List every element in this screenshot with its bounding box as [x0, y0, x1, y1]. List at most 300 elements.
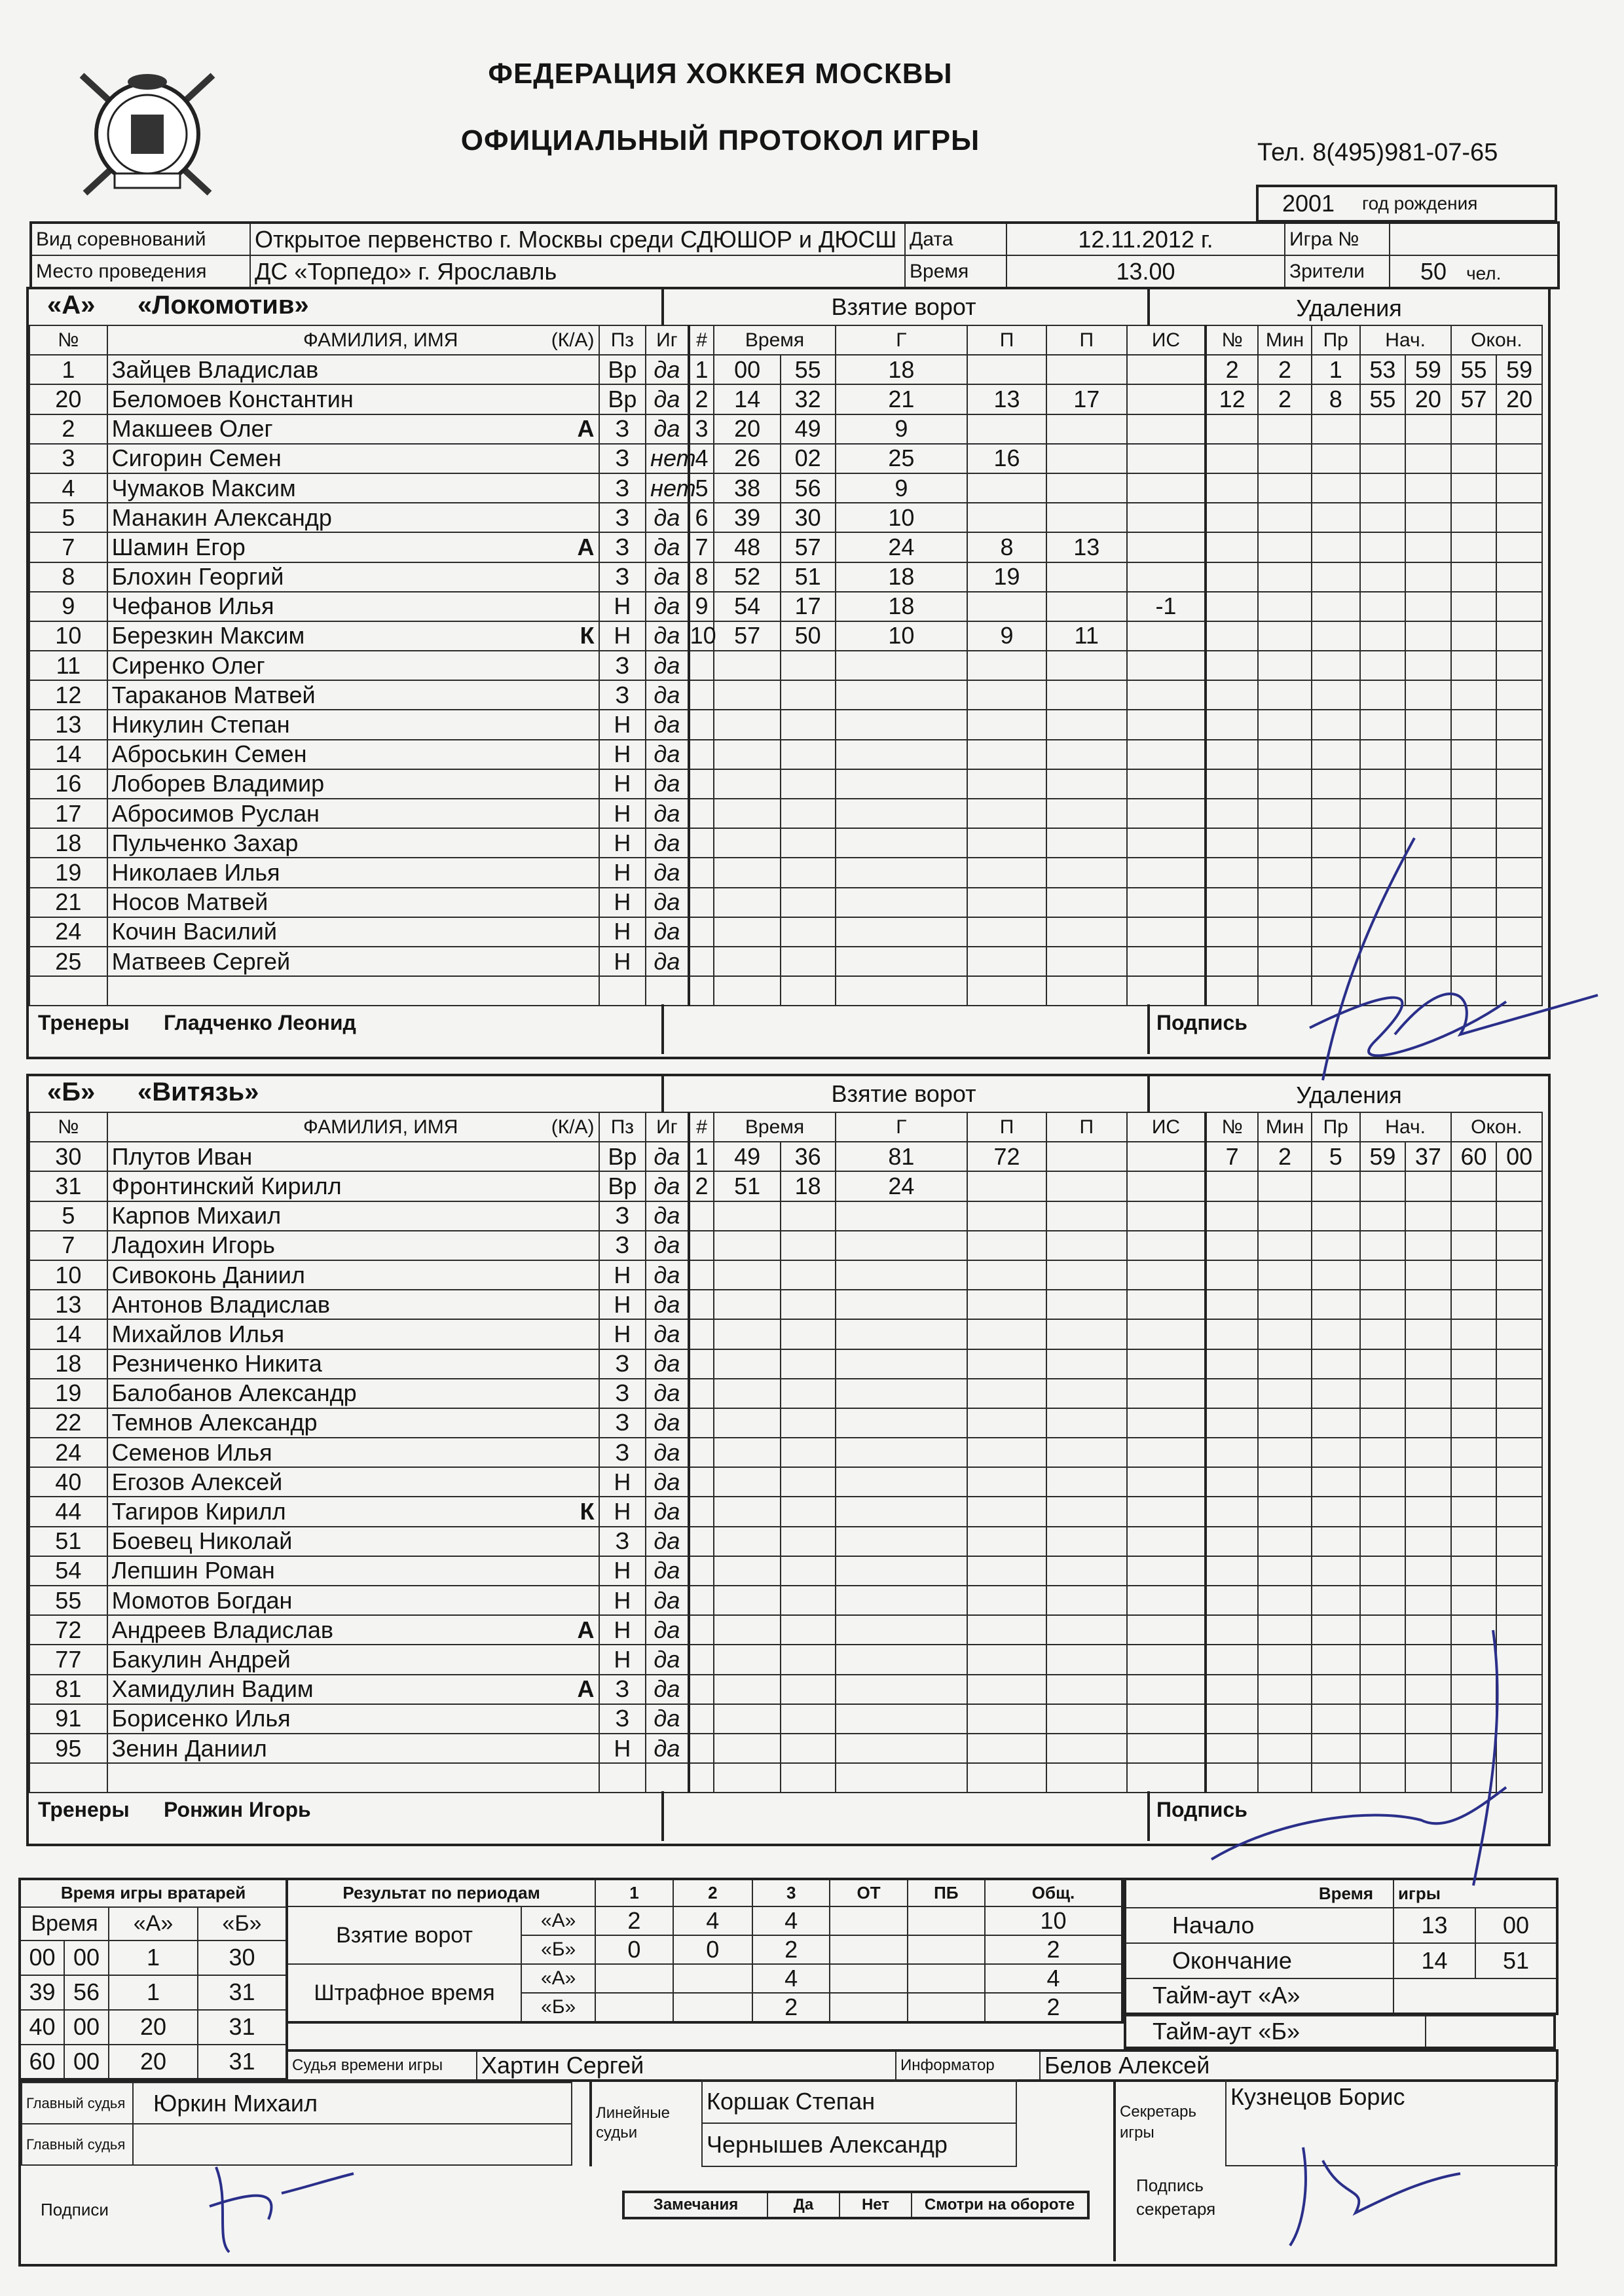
goal-assist-1: [967, 355, 1046, 384]
period-value: [908, 1935, 985, 1964]
goal-scorer: [836, 888, 968, 917]
player-role: А: [577, 533, 595, 560]
goal-second: [781, 1556, 836, 1586]
penalty-end-sec: [1496, 1171, 1542, 1201]
player-row: [29, 444, 1542, 473]
player-position: Н: [599, 1734, 646, 1763]
goal-scorer: [836, 1290, 968, 1319]
player-plays: да: [646, 680, 688, 710]
player-position: Н: [599, 1497, 646, 1526]
period-value: [830, 1935, 907, 1964]
player-row: [29, 414, 1542, 444]
penalty-minutes: [1258, 1527, 1312, 1556]
team_a-h-plays: Иг: [646, 325, 688, 355]
goal-second: [781, 1586, 836, 1615]
team-a-signature: [1244, 831, 1611, 1106]
team_a-coaches-label: Тренеры: [38, 1010, 130, 1034]
player-position: Вр: [599, 384, 646, 414]
goal-minute: 14: [714, 384, 780, 414]
penalty-player: 12: [1206, 384, 1258, 414]
goal-situation: [1127, 740, 1206, 769]
goal-situation: [1127, 976, 1206, 1006]
penalty-end-min: [1451, 1201, 1497, 1231]
penalty-reason: [1312, 562, 1360, 592]
linesman-2: Чернышев Александр: [702, 2123, 1016, 2166]
penalty-end-min: [1451, 1171, 1497, 1201]
team_b-sep-2: [1147, 1074, 1150, 1113]
penalty-minutes: [1258, 503, 1312, 532]
main-ref-label-2: Главный судья: [22, 2124, 133, 2165]
penalty-end-min: [1451, 710, 1497, 739]
goal-scorer: [836, 651, 968, 680]
team_b-h-goal-p1: П: [967, 1112, 1046, 1142]
goal-minute: [714, 1408, 780, 1438]
goal-second: [781, 651, 836, 680]
penalty-start-sec: [1405, 1260, 1451, 1290]
player-number: 7: [29, 532, 107, 562]
penalty-end-sec: [1496, 621, 1542, 651]
player-plays: да: [646, 1408, 688, 1438]
penalty-start-sec: [1405, 1171, 1451, 1201]
player-name: Андреев Владислав: [111, 1616, 334, 1643]
goal-second: 36: [781, 1142, 836, 1171]
player-name: Боевец Николай: [111, 1527, 293, 1555]
player-plays: да: [646, 1586, 688, 1615]
document-title: ОФИЦИАЛЬНЫЙ ПРОТОКОЛ ИГРЫ: [460, 124, 980, 156]
penalty-reason: [1312, 1527, 1360, 1556]
player-position: Н: [599, 828, 646, 858]
goal-assist-2: [1046, 473, 1127, 503]
goal-scorer: 9: [836, 414, 968, 444]
penalty-player: [1206, 1527, 1258, 1556]
period-col-pb: ПБ: [908, 1879, 985, 1906]
team_a-h-goal-is: ИС: [1127, 325, 1206, 355]
penalty-reason: [1312, 532, 1360, 562]
penalty-end-min: [1451, 1290, 1497, 1319]
team_b-penalties-title: Удаления: [1296, 1082, 1402, 1108]
player-name-cell: [107, 414, 599, 444]
goal-assist-2: [1046, 740, 1127, 769]
player-row: [29, 769, 1542, 799]
player-number: 54: [29, 1556, 107, 1586]
goal-scorer: [836, 710, 968, 739]
penalty-minutes: [1258, 799, 1312, 828]
player-position: З: [599, 1231, 646, 1260]
penalty-end-min: [1451, 799, 1497, 828]
period-row-label: Взятие ворот: [287, 1906, 521, 1964]
goal-assist-1: [967, 1704, 1046, 1734]
team_a-h-pen-min: Мин: [1258, 325, 1312, 355]
gk-minute: 40: [20, 2010, 64, 2045]
goal-second: 18: [781, 1171, 836, 1201]
goal-second: [781, 1408, 836, 1438]
player-name-cell: [107, 503, 599, 532]
penalty-player: [1206, 740, 1258, 769]
player-plays: да: [646, 1142, 688, 1171]
gk-a-header: «А»: [109, 1907, 198, 1941]
player-number: 24: [29, 917, 107, 947]
spectators-label: Зрители: [1285, 255, 1390, 288]
goal-situation: [1127, 1319, 1206, 1349]
goal-situation: [1127, 1645, 1206, 1674]
penalty-player: [1206, 562, 1258, 592]
player-name-cell: [107, 473, 599, 503]
player-row: [29, 1467, 1542, 1497]
referee-signature: [190, 2147, 399, 2265]
goal-situation: [1127, 1438, 1206, 1467]
goal-assist-2: [1046, 1408, 1127, 1438]
player-plays: да: [646, 1467, 688, 1497]
penalty-reason: [1312, 1231, 1360, 1260]
goal-assist-1: 19: [967, 562, 1046, 592]
penalty-reason: [1312, 651, 1360, 680]
goal-second: [781, 1349, 836, 1379]
penalty-end-min: [1451, 1586, 1497, 1615]
gk-b-number: 31: [198, 2010, 287, 2045]
player-number: 44: [29, 1497, 107, 1526]
player-role: А: [577, 1675, 595, 1703]
penalty-end-sec: [1496, 1349, 1542, 1379]
goal-number: [689, 917, 714, 947]
penalty-start-min: [1360, 1497, 1406, 1526]
goal-second: [781, 1290, 836, 1319]
penalty-start-min: [1360, 680, 1406, 710]
goal-minute: 49: [714, 1142, 780, 1171]
goal-second: [781, 1615, 836, 1645]
goal-minute: [714, 1675, 780, 1704]
penalty-minutes: [1258, 1497, 1312, 1526]
goal-assist-2: [1046, 828, 1127, 858]
game-no-label: Игра №: [1285, 223, 1390, 255]
remarks-no[interactable]: Нет: [840, 2192, 912, 2218]
goal-number: [689, 828, 714, 858]
penalty-start-min: [1360, 769, 1406, 799]
penalty-start-sec: [1405, 1497, 1451, 1526]
player-number: 17: [29, 799, 107, 828]
player-number: 1: [29, 355, 107, 384]
penalty-start-min: [1360, 1319, 1406, 1349]
penalty-minutes: [1258, 1379, 1312, 1408]
goal-situation: [1127, 828, 1206, 858]
goal-number: 1: [689, 355, 714, 384]
penalty-start-sec: [1405, 1408, 1451, 1438]
goal-number: [689, 1467, 714, 1497]
player-name-cell: [107, 1734, 599, 1763]
penalty-start-sec: [1405, 562, 1451, 592]
goal-assist-2: [1046, 444, 1127, 473]
goal-situation: [1127, 1290, 1206, 1319]
federation-title: ФЕДЕРАЦИЯ ХОККЕЯ МОСКВЫ: [488, 58, 953, 90]
gk-second: 56: [64, 1975, 109, 2010]
penalty-end-sec: [1496, 592, 1542, 621]
player-name-cell: [107, 680, 599, 710]
goal-minute: [714, 1438, 780, 1467]
player-name-cell: [107, 1349, 599, 1379]
penalty-start-min: [1360, 740, 1406, 769]
player-position: Н: [599, 592, 646, 621]
goal-number: [689, 1408, 714, 1438]
goal-minute: 38: [714, 473, 780, 503]
goal-minute: [714, 799, 780, 828]
player-name-cell: [107, 1379, 599, 1408]
penalty-player: [1206, 1438, 1258, 1467]
penalty-start-min: [1360, 1379, 1406, 1408]
penalty-end-min: [1451, 1556, 1497, 1586]
penalty-minutes: [1258, 769, 1312, 799]
gk-b-header: «Б»: [198, 1907, 287, 1941]
penalty-end-sec: [1496, 1201, 1542, 1231]
goal-second: 32: [781, 384, 836, 414]
goal-assist-2: [1046, 917, 1127, 947]
goal-assist-2: 13: [1046, 532, 1127, 562]
player-name: Антонов Владислав: [111, 1290, 330, 1318]
spectators-value: 50: [1420, 257, 1447, 285]
player-number: 14: [29, 740, 107, 769]
penalty-end-min: [1451, 769, 1497, 799]
player-row: [29, 1201, 1542, 1231]
team_a-penalties-title: Удаления: [1296, 295, 1402, 321]
player-plays: да: [646, 1645, 688, 1674]
linesman-1: Коршак Степан: [702, 2080, 1016, 2123]
player-position: З: [599, 444, 646, 473]
player-name: Абросимов Руслан: [111, 799, 320, 827]
player-name-cell: [107, 1142, 599, 1171]
player-name: Тараканов Матвей: [111, 681, 316, 708]
player-number: 95: [29, 1734, 107, 1763]
penalty-player: [1206, 621, 1258, 651]
penalty-end-min: [1451, 503, 1497, 532]
goal-number: [689, 1319, 714, 1349]
goal-number: 9: [689, 592, 714, 621]
player-name: Тагиров Кирилл: [111, 1498, 286, 1525]
penalty-minutes: [1258, 1467, 1312, 1497]
player-name: Кочин Василий: [111, 918, 277, 945]
penalty-end-min: [1451, 621, 1497, 651]
penalty-end-sec: [1496, 1586, 1542, 1615]
timeout-b-value: [1426, 2016, 1555, 2048]
player-row: [29, 592, 1542, 621]
goal-assist-1: [967, 503, 1046, 532]
penalty-start-min: [1360, 444, 1406, 473]
period-value: [595, 1993, 673, 2022]
goal-assist-1: [967, 1734, 1046, 1763]
player-number: 13: [29, 710, 107, 739]
goal-number: [689, 1586, 714, 1615]
penalty-start-min: [1360, 1467, 1406, 1497]
goal-assist-2: [1046, 592, 1127, 621]
player-number: 18: [29, 1349, 107, 1379]
player-number: 14: [29, 1319, 107, 1349]
goal-assist-1: [967, 710, 1046, 739]
penalty-start-min: [1360, 1201, 1406, 1231]
team_b-h-pen-min: Мин: [1258, 1112, 1312, 1142]
player-name-cell: [107, 740, 599, 769]
goal-second: [781, 1438, 836, 1467]
goal-scorer: [836, 1527, 968, 1556]
player-row: [29, 355, 1542, 384]
player-position: З: [599, 1527, 646, 1556]
goal-assist-1: [967, 1438, 1046, 1467]
player-position: Н: [599, 769, 646, 799]
goal-scorer: [836, 799, 968, 828]
player-name: Бакулин Андрей: [111, 1645, 291, 1673]
player-plays: да: [646, 592, 688, 621]
goal-assist-1: [967, 769, 1046, 799]
goal-number: 7: [689, 532, 714, 562]
goal-scorer: [836, 1615, 968, 1645]
penalty-start-min: [1360, 621, 1406, 651]
player-position: З: [599, 562, 646, 592]
penalty-start-sec: [1405, 710, 1451, 739]
player-row: [29, 1231, 1542, 1260]
team_b-h-no: №: [29, 1112, 107, 1142]
penalty-end-min: [1451, 740, 1497, 769]
penalty-minutes: [1258, 1586, 1312, 1615]
penalty-minutes: [1258, 1408, 1312, 1438]
goal-assist-2: [1046, 888, 1127, 917]
penalty-reason: [1312, 740, 1360, 769]
penalty-end-min: [1451, 1438, 1497, 1467]
goal-assist-2: [1046, 414, 1127, 444]
remarks-label: Замечания: [623, 2192, 767, 2218]
player-plays: да: [646, 1319, 688, 1349]
player-plays: да: [646, 1171, 688, 1201]
penalty-minutes: [1258, 414, 1312, 444]
penalty-end-min: [1451, 473, 1497, 503]
linesmen-label: Линейные судьи: [596, 2104, 671, 2141]
penalty-end-sec: [1496, 1408, 1542, 1438]
goal-scorer: 18: [836, 562, 968, 592]
goal-number: [689, 710, 714, 739]
player-number: 25: [29, 947, 107, 976]
penalty-end-sec: [1496, 769, 1542, 799]
informer-name: Белов Алексей: [1040, 2050, 1557, 2081]
team_b-h-pen-no: №: [1206, 1112, 1258, 1142]
gk-a-number: 1: [109, 1941, 198, 1975]
goal-second: 02: [781, 444, 836, 473]
goal-second: [781, 1379, 836, 1408]
player-name: Резниченко Никита: [111, 1350, 322, 1377]
penalty-end-min: [1451, 651, 1497, 680]
player-number: 2: [29, 414, 107, 444]
player-plays: да: [646, 1556, 688, 1586]
penalty-start-min: [1360, 532, 1406, 562]
team-b-signature: [1198, 1624, 1565, 1899]
player-plays: да: [646, 414, 688, 444]
gk-row: [20, 1941, 287, 1975]
team_a-h-goal-time: Время: [714, 325, 835, 355]
team_b-signature-label: Подпись: [1156, 1797, 1247, 1821]
penalty-reason: [1312, 799, 1360, 828]
penalty-reason: [1312, 1467, 1360, 1497]
penalty-end-min: [1451, 414, 1497, 444]
goal-assist-1: [967, 947, 1046, 976]
team_a-h-pen-start: Нач.: [1360, 325, 1451, 355]
period-value: 4: [985, 1964, 1122, 1993]
penalty-end-sec: [1496, 473, 1542, 503]
goal-second: [781, 799, 836, 828]
secretary-divider: [1113, 2166, 1116, 2261]
player-position: [599, 1763, 646, 1793]
end-hour: 14: [1393, 1943, 1475, 1978]
period-row: [287, 1964, 1122, 1993]
goal-number: 10: [689, 621, 714, 651]
penalty-end-sec: [1496, 1497, 1542, 1526]
goal-minute: [714, 1763, 780, 1793]
player-position: Н: [599, 1319, 646, 1349]
goal-assist-1: [967, 1497, 1046, 1526]
gk-b-number: 31: [198, 2045, 287, 2079]
player-plays: да: [646, 651, 688, 680]
player-name-cell: [107, 828, 599, 858]
team_a-h-goal-p1: П: [967, 325, 1046, 355]
penalty-player: [1206, 651, 1258, 680]
penalty-reason: [1312, 414, 1360, 444]
goal-minute: [714, 1201, 780, 1231]
goal-assist-1: [967, 1290, 1046, 1319]
player-name: Хамидулин Вадим: [111, 1675, 314, 1703]
remarks-table: [622, 2191, 1090, 2219]
competition-value: Открытое первенство г. Москвы среди СДЮШОР и ДЮСШ: [250, 223, 905, 255]
remarks-yes[interactable]: Да: [767, 2192, 840, 2218]
informer-label: Информатор: [896, 2050, 1040, 2081]
player-number: 12: [29, 680, 107, 710]
secretary-signature: [1264, 2134, 1473, 2252]
team_b-goals-title: Взятие ворот: [831, 1080, 976, 1107]
player-name-cell: [107, 355, 599, 384]
penalty-minutes: [1258, 532, 1312, 562]
goal-minute: 20: [714, 414, 780, 444]
team_b-h-goal-is: ИС: [1127, 1112, 1206, 1142]
goal-minute: [714, 1586, 780, 1615]
goal-situation: [1127, 1408, 1206, 1438]
goal-number: [689, 1290, 714, 1319]
penalty-player: [1206, 1201, 1258, 1231]
player-name: Фронтинский Кирилл: [111, 1172, 342, 1199]
goal-assist-2: [1046, 769, 1127, 799]
player-number: 5: [29, 503, 107, 532]
signatures-label: Подписи: [41, 2200, 109, 2219]
penalty-minutes: [1258, 1438, 1312, 1467]
penalty-start-min: [1360, 1349, 1406, 1379]
penalty-start-sec: [1405, 1201, 1451, 1231]
player-position: З: [599, 680, 646, 710]
player-row: [29, 799, 1542, 828]
goal-number: [689, 1527, 714, 1556]
penalty-start-sec: [1405, 473, 1451, 503]
period-row-team: «Б»: [521, 1935, 595, 1964]
goal-situation: [1127, 355, 1206, 384]
gk-row: [20, 2010, 287, 2045]
penalty-end-min: [1451, 1467, 1497, 1497]
goal-scorer: 25: [836, 444, 968, 473]
goal-assist-1: [967, 414, 1046, 444]
goal-situation: [1127, 414, 1206, 444]
player-name: Михайлов Илья: [111, 1320, 285, 1347]
venue-value: ДС «Торпедо» г. Ярославль: [250, 255, 905, 288]
goal-assist-1: [967, 1467, 1046, 1497]
penalty-reason: [1312, 1319, 1360, 1349]
player-number: 5: [29, 1201, 107, 1231]
player-name-cell: [107, 799, 599, 828]
goal-second: [781, 1645, 836, 1674]
player-plays: да: [646, 1231, 688, 1260]
goal-situation: [1127, 1231, 1206, 1260]
goal-assist-2: [1046, 1467, 1127, 1497]
goal-situation: [1127, 680, 1206, 710]
goal-assist-2: [1046, 858, 1127, 887]
goal-scorer: [836, 1704, 968, 1734]
